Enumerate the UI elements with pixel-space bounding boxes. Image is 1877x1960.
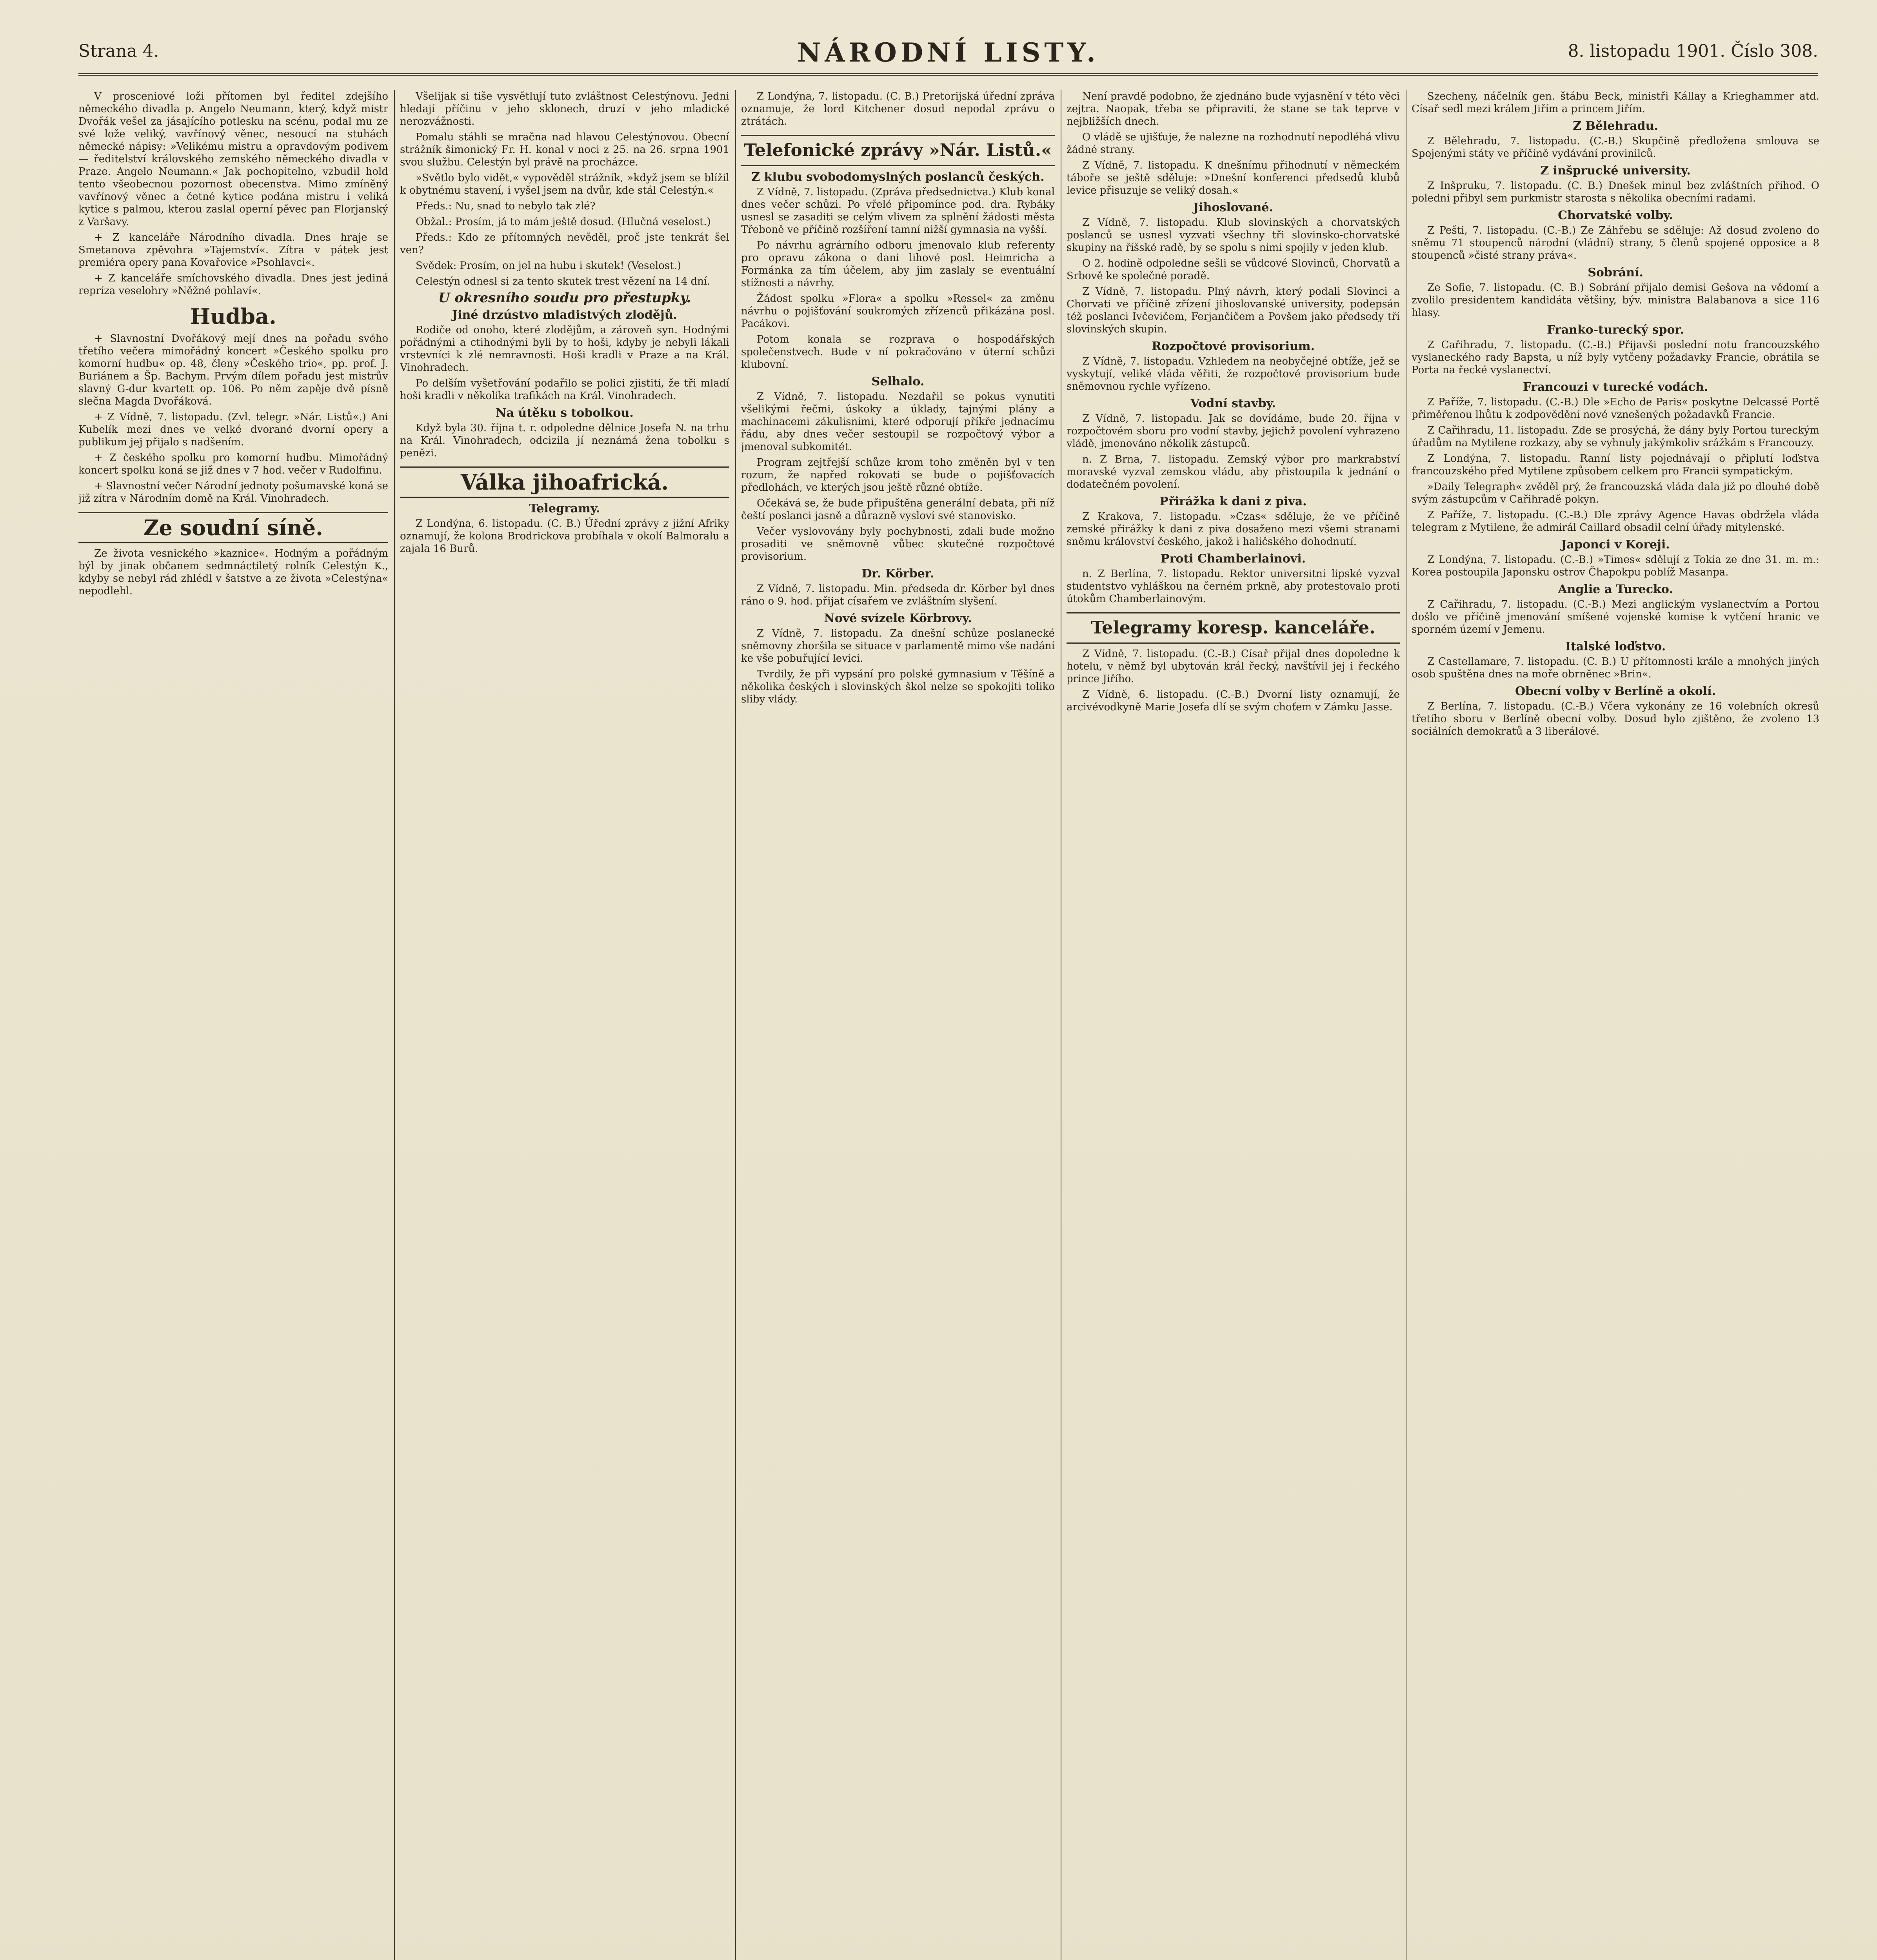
article-paragraph: Po delším vyšetřování podařilo se polici zjistiti, že tři mladí hoši kradli v několika trafikách na Král. Vinohradech. — [400, 377, 729, 402]
article-paragraph: Ze života vesnického »kaznice«. Hodným a pořádným býl by jinak občanem sedmnáctiletý rolník Celestýn K., kdyby se nebyl rád zhlédl v šatstve a ze života »Celestýna« nepodlehl. — [78, 548, 388, 597]
subheading: Obecní volby v Berlíně a okolí. — [1515, 684, 1716, 698]
subheading: Vodní stavby. — [1190, 397, 1276, 410]
issue-number: Číslo 308. — [1731, 41, 1818, 61]
article-paragraph: Potom konala se rozprava o hospodářských společenstvech. Bude v ní pokračováno v úterní schůzi klubovní. — [741, 334, 1055, 370]
column-3 — [741, 90, 1055, 1960]
article-paragraph: Z Vídně, 6. listopadu. (C.-B.) Dvorní listy oznamují, že arcivévodkyně Marie Josefa dlí se svým choťem v Zámku Jasse. — [1067, 689, 1400, 713]
article-paragraph: Program zejtřejší schůze krom toho změněn byl v ten rozum, že napřed rokovati se bude o pojišťovacích předlohách, ve kterých jsou ještě různé obtíže. — [741, 457, 1055, 494]
subheading: Z klubu svobodomyslných poslanců českých. — [751, 170, 1045, 184]
article-paragraph: Z Cařihradu, 7. listopadu. (C.-B.) Přijavši poslední notu francouzského vyslaneckého rady Bapsta, u níž byly vytčeny požadavky Francie, obrátila se Porta na řecké vyslanectví. — [1412, 339, 1819, 376]
column-rule — [394, 90, 395, 1960]
article-paragraph: Z Vídně, 7. listopadu. Plný návrh, který podali Slovinci a Chorvati ve příčině zřízení jihoslovanské university, podepsán též poslanci Ivčevičem, Ferjančičem a Povšem jako předsedy tří slovinských skupin. — [1067, 286, 1400, 335]
article-paragraph: Všelijak si tiše vysvětlují tuto zvláštnost Celestýnovu. Jedni hledají příčinu v jeho sklonech, druzí v jeho mladické nerozvážnosti. — [400, 91, 729, 127]
article-paragraph: Není pravdě podobno, že zjednáno bude vyjasnění v této věci zejtra. Naopak, třeba se připraviti, že stane se tak teprve v nejbližších dnech. — [1067, 91, 1400, 127]
article-paragraph: »Světlo bylo vidět,« vypověděl strážník, »když jsem se blížil k obytnému stavení, i vyšel jsem na dvůr, kde stál Celestýn.« — [400, 172, 729, 196]
article-paragraph: + Slavnostní večer Národní jednoty pošumavské koná se již zítra v Národním domě na Král. Vinohradech. — [78, 480, 388, 505]
masthead — [78, 37, 1818, 76]
subheading: Z inšprucké university. — [1540, 164, 1691, 178]
subheading: Na útěku s tobolkou. — [496, 406, 634, 420]
article-paragraph: Z Vídně, 7. listopadu. Min. předseda dr. Körber byl dnes ráno o 9. hod. přijat císařem ve zvláštním slyšení. — [741, 583, 1055, 607]
article-paragraph: Z Vídně, 7. listopadu. (Zpráva předsednictva.) Klub konal dnes večer schůzi. Po vřelé připomínce pod. dra. Rybáky usnesl se zasaditi se celým vlivem za splnění žádosti města Třeboně ve příčině rozšíření tamní nižší gymnasia na vyšší. — [741, 186, 1055, 236]
article-paragraph: Z Paříže, 7. listopadu. (C.-B.) Dle zprávy Agence Havas obdržela vláda telegram z Mytilene, že admirál Caillard obsadil celní úřady mitylenské. — [1412, 509, 1819, 534]
subheading: Italské loďstvo. — [1565, 640, 1666, 653]
section-heading-valka: Válka jihoafrická. — [400, 466, 729, 498]
article-paragraph: »Daily Telegraph« zvěděl prý, že francouzská vláda dala již po dlouhé době svým zástupcům v Cařihradě pokyn. — [1412, 481, 1819, 505]
article-paragraph: Když byla 30. října t. r. odpoledne dělnice Josefa N. na trhu na Král. Vinohradech, odcizila jí neznámá žena tobolku s penězi. — [400, 422, 729, 459]
article-paragraph: Z Vídně, 7. listopadu. Jak se dovídáme, bude 20. října v rozpočtovém sboru pro vodní stavby, jejichž povolení vyhrazeno vládě, jmenováno několik zástupců. — [1067, 413, 1400, 450]
article-paragraph: Z Vídně, 7. listopadu. Klub slovinských a chorvatských poslanců se usnesl vyzvati všechny tři slovinsko-chorvatské skupiny na říšské radě, by se spolu s nimi spojily v jeden klub. — [1067, 217, 1400, 254]
subheading: Anglie a Turecko. — [1558, 583, 1673, 596]
article-paragraph: Z Londýna, 7. listopadu. (C.-B.) »Times« sdělují z Tokia ze dne 31. m. m.: Korea postoupila Japonsku ostrov Čhapokpu poblíž Masanpa. — [1412, 554, 1819, 578]
subheading: Přirážka k dani z piva. — [1159, 495, 1307, 508]
subheading: Chorvatské volby. — [1558, 209, 1673, 222]
article-paragraph: Z Londýna, 7. listopadu. (C. B.) Pretorijská úřední zpráva oznamuje, že lord Kitchener dosud nepodal zprávu o ztrátách. — [741, 91, 1055, 127]
article-paragraph: Z Cařihradu, 11. listopadu. Zde se prosýchá, že dány byly Portou tureckým úřadům na Mytilenе rozkazy, aby se vyhnuly jakýmkoliv srážkám s Francouzy. — [1412, 425, 1819, 449]
article-paragraph: + Z kanceláře smíchovského divadla. Dnes jest jediná repríza veselohry »Něžné pohlaví«. — [78, 272, 388, 297]
article-paragraph: Z Vídně, 7. listopadu. Za dnešní schůze poslanecké sněmovny zhoršila se situace v parlamentě mimo vše nadání ke vše pobuřující levici. — [741, 628, 1055, 664]
column-2 — [400, 90, 729, 1960]
article-paragraph: + Slavnostní Dvořákový mejí dnes na pořadu svého třetího večera mimořádný koncert »Českého spolku pro komorní hudbu« op. 48, členy »Českého trio«, pp. prof. J. Buriánem a Šp. Bachym. Prvým dílem pořadu jest mistrův slavný G-dur kvartett op. 106. Po něm zapěje dvě písně slečna Magda Dvořáková. — [78, 333, 388, 407]
column-1 — [78, 90, 388, 1960]
article-paragraph: Celestýn odnesl si za tento skutek trest vězení na 14 dní. — [416, 276, 710, 287]
article-paragraph: Ze Sofie, 7. listopadu. (C. B.) Sobrání přijalo demisi Gešova na vědomí a zvolilo presidentem kandidáta většiny, býv. ministra Balabanova a sice 116 hlasy. — [1412, 282, 1819, 319]
issue-date — [1568, 41, 1818, 61]
dialogue-line: Předs.: Nu, snad to nebylo tak zlé? — [416, 200, 596, 212]
section-heading-okresni-soud: U okresního soudu pro přestupky. — [438, 290, 691, 306]
subheading: Sobrání. — [1588, 266, 1643, 279]
section-heading-hudba: Hudba. — [190, 304, 276, 329]
column-4 — [1067, 90, 1400, 1960]
article-paragraph: Z Paříže, 7. listopadu. (C.-B.) Dle »Echo de Paris« poskytne Delcassé Portě přiměřenou lhůtu k zodpovědění nové vznešených požadavků Francie. — [1412, 396, 1819, 421]
article-paragraph: Tvrdily, že při vypsání pro polské gymnasium v Těšíně a několika českých i slovinských škol nelze se spokojiti toliko sliby vlády. — [741, 668, 1055, 705]
dialogue-line: Svědek: Prosím, on jel na hubu i skutek! (Veselost.) — [416, 260, 681, 272]
article-paragraph: Pomalu stáhli se mračna nad hlavou Celestýnovou. Obecní strážník šimonický Fr. H. konal v noci z 25. na 26. srpna 1901 svou službu. Celestýn byl právě na procházce. — [400, 131, 729, 168]
article-paragraph: + Z Vídně, 7. listopadu. (Zvl. telegr. »Nár. Listů«.) Ani Kubelík mezi dnes ve velké dvorané dvorní opery a publikum jej přijalo s nadšením. — [78, 411, 388, 448]
section-heading-soudni-sin: Ze soudní síně. — [78, 512, 388, 543]
subheading: Nové svízele Körbrovy. — [824, 612, 972, 625]
subheading: Proti Chamberlainovi. — [1160, 552, 1306, 566]
article-paragraph: O vládě se ujišťuje, že nalezne na rozhodnutí nepodléhá vlivu žádné strany. — [1067, 131, 1400, 156]
subheading: Jihoslované. — [1193, 201, 1273, 214]
newspaper-title: NÁRODNÍ LISTY. — [797, 37, 1099, 68]
dialogue-line: Předs.: Kdo ze přítomných nevěděl, proč jste tenkrát šel ven? — [400, 232, 729, 256]
subheading: Rozpočtové provisorium. — [1152, 339, 1315, 353]
section-heading-telefonicke-zpravy: Telefonické zprávy »Nár. Listů.« — [741, 135, 1055, 166]
article-paragraph: n. Z Berlína, 7. listopadu. Rektor universitní lipské vyzval studentstvo vyhláškou na černém prkně, aby protestovalo proti útokům Chamberlainovým. — [1067, 568, 1400, 605]
column-rule — [735, 90, 736, 1960]
article-paragraph: Po návrhu agrárního odboru jmenovalo klub referenty pro opravu zákona o dani lihové posl. Heimricha a Formánka za tím účelem, aby jim zaslaly se eventuální stížnosti a návrhy. — [741, 240, 1055, 289]
subheading: Selhalo. — [871, 375, 925, 388]
article-paragraph: Z Vídně, 7. listopadu. Vzhledem na neobyčejné obtíže, jež se vyskytují, veliké vláda věřiti, že rozpočtové provisorium bude sněmovnou rychle vyřízeno. — [1067, 356, 1400, 392]
article-paragraph: Z Londýna, 7. listopadu. Ranní listy pojednávají o připlutí loďstva francouzského před Mytilene způsobem celkem pro Francii sympatickým. — [1412, 453, 1819, 477]
article-paragraph: O 2. hodině odpoledne sešli se vůdcové Slovinců, Chorvatů a Srbově ke společné poradě. — [1067, 258, 1400, 282]
subheading: Dr. Körber. — [861, 567, 934, 581]
dialogue-line: Obžal.: Prosím, já to mám ještě dosud. (Hlučná veselost.) — [416, 216, 711, 228]
article-paragraph: Z Londýna, 6. listopadu. (C. B.) Úřední zprávy z jižní Afriky oznamují, že kolona Brodrickova probíhala v okolí Balmoralu a zajala 16 Burů. — [400, 518, 729, 555]
date-text: 8. listopadu 1901. — [1568, 41, 1726, 61]
article-paragraph: Szecheny, náčelník gen. štábu Beck, ministři Kállay a Krieghammer atd. Císař sedl mezi králem Jiřím a princem Jiřím. — [1412, 91, 1819, 115]
section-heading-telegramy: Telegramy koresp. kanceláře. — [1067, 612, 1400, 644]
article-paragraph: Z Vídně, 7. listopadu. Nezdařil se pokus vynutiti všelikými řečmi, úskoky a úklady, tajnými plány a machinacemi zákulisními, které odporují příkře jednacímu řádu, aby dnes večer sestoupil se rozpočtový výbor a jmenoval subkomitét. — [741, 391, 1055, 453]
article-paragraph: Z Castellamare, 7. listopadu. (C. B.) U přítomnosti krále a mnohých jiných osob spuštěna dnes na moře obrněnec »Brin«. — [1412, 656, 1819, 680]
subheading: Z Bělehradu. — [1573, 119, 1658, 133]
article-paragraph: + Z českého spolku pro komorní hudbu. Mimořádný koncert spolku koná se již dnes v 7 hod. večer v Rudolfinu. — [78, 452, 388, 476]
article-paragraph: Z Vídně, 7. listopadu. (C.-B.) Císař přijal dnes dopoledne k hotelu, v němž byl ubytován král řecký, navštívil jej i řeckého prince Jiřího. — [1067, 648, 1400, 685]
article-paragraph: n. Z Brna, 7. listopadu. Zemský výbor pro markrabství moravské vyzval zemskou vládu, aby přistoupila k jednání o dodatečném povolení. — [1067, 454, 1400, 490]
article-paragraph: V prosceniové loži přítomen byl ředitel zdejšího německého divadla p. Angelo Neumann, který, když mistr Dvořák vešel za jásajícího potlesku na scénu, podal mu ze své lože veliký, vavřínový věnec, nesoucí na stuhách německé nápisy: »Velikému mistru a opravdovým podivem — ředitelství královského zemského německého divadla v Praze. Angelo Neumann.« Jak pochopitelno, vzbudil hold tento všeobecnou pozornost obecenstva. Mimo zmíněný vavřínový věnec a četné kytice podána mistru i veliká kytice s palmou, kterou zaslal operní pěvec pan Florjanský z Varšavy. — [78, 91, 388, 228]
article-paragraph: Z Berlína, 7. listopadu. (C.-B.) Včera vykonány ze 16 volebních okresů třetího sboru v Berlíně obecní volby. Dosud bylo zjištěno, že zvoleno 13 sociálních demokratů a 3 liberálové. — [1412, 701, 1819, 737]
subheading: Japonci v Koreji. — [1561, 538, 1670, 552]
article-paragraph: + Z kanceláře Národního divadla. Dnes hraje se Smetanova zpěvohra »Tajemství«. Zítra v pátek jest premiéra opery pana Kovařovice »Psohlavci«. — [78, 232, 388, 269]
article-paragraph: Z Inšpruku, 7. listopadu. (C. B.) Dnešek minul bez zvláštních příhod. O poledni přibyl sem purkmistr starosta s několika obecními radami. — [1412, 180, 1819, 204]
page-number: Strana 4. — [78, 41, 159, 61]
subheading: Franko-turecký spor. — [1547, 323, 1684, 337]
article-paragraph: Z Pešti, 7. listopadu. (C.-B.) Ze Záhřebu se sděluje: Až dosud zvoleno do sněmu 71 stoupenců národní (vládní) strany, 5 členů spojené opposice a 8 stoupenců »čisté strany práva«. — [1412, 225, 1819, 261]
article-paragraph: Z Vídně, 7. listopadu. K dnešnímu přihodnutí v německém táboře se ještě sděluje: »Dnešní konferenci předsedů klubů levice přisuzuje se veliký dosah.« — [1067, 160, 1400, 196]
subheading: Telegramy. — [529, 502, 600, 515]
article-paragraph: Rodiče od onoho, které zlodějům, a zároveň syn. Hodnými pořádnými a ctihodnými byli by to hoši, kdyby je nebyli lákali vrstevníci k zlé nemravnosti. Hoši kradli v Praze a na Král. Vinohradech. — [400, 324, 729, 374]
article-paragraph: Očekává se, že bude připuštěna generální debata, při níž čeští poslanci jasně a důrazně vysloví své stanovisko. — [741, 497, 1055, 522]
subheading: Francouzi v turecké vodách. — [1523, 380, 1708, 394]
subheading: Jiné drzústvo mladistvých zlodějů. — [452, 308, 677, 322]
article-paragraph: Žádost spolku »Flora« a spolku »Ressel« za změnu návrhu o pojišťování soukromých zřízenců přikázána posl. Pacákovi. — [741, 293, 1055, 330]
article-paragraph: Večer vyslovovány byly pochybnosti, zdali bude možno prosaditi ve sněmovně vůbec skutečné rozpočtové provisorium. — [741, 526, 1055, 563]
column-5 — [1412, 90, 1819, 1960]
article-paragraph: Z Bělehradu, 7. listopadu. (C.-B.) Skupčině předložena smlouva se Spojenými státy ve příčině vydávání provinilců. — [1412, 135, 1819, 160]
article-paragraph: Z Krakova, 7. listopadu. »Czas« sděluje, že ve příčině zemské přirážky k dani z piva dosaženo mezi všemi stranami sněmu království českého, jakož i haličského dohodnutí. — [1067, 511, 1400, 548]
article-paragraph: Z Cařihradu, 7. listopadu. (C.-B.) Mezi anglickým vyslanectvím a Portou došlo ve příčině jmenování smíšené vojenské komise k vytčení hranic ve sporném území v Jemenu. — [1412, 599, 1819, 635]
